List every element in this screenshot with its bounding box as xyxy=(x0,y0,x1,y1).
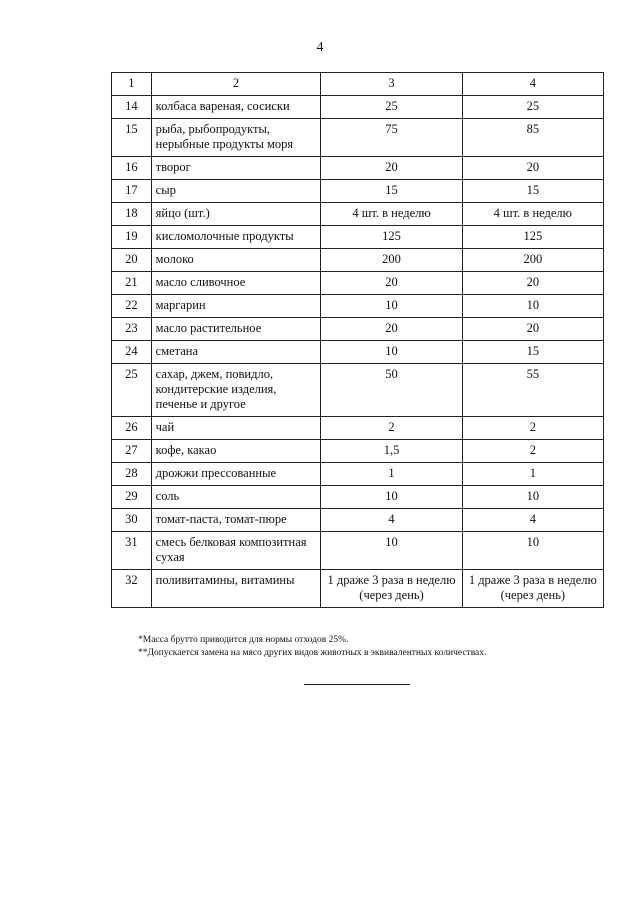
table-row xyxy=(112,272,604,295)
table-row xyxy=(112,341,604,364)
product-name: поливитамины, витамины xyxy=(151,570,321,608)
product-name: молоко xyxy=(151,249,321,272)
table-header-row xyxy=(112,73,604,96)
product-name: дрожжи прессованные xyxy=(151,463,321,486)
footnote-gross-weight: *Масса брутто приводится для нормы отходов 25%. xyxy=(138,635,349,645)
norm-value-col3: 1 драже 3 раза в неделю (через день) xyxy=(321,570,462,608)
product-name: масло растительное xyxy=(151,318,321,341)
norm-value-col4: 10 xyxy=(462,532,603,570)
header-cell-2: 2 xyxy=(151,73,321,96)
table-row xyxy=(112,570,604,608)
norm-value-col3: 50 xyxy=(321,364,462,417)
product-name: чай xyxy=(151,417,321,440)
header-cell-4: 4 xyxy=(462,73,603,96)
norm-value-col3: 2 xyxy=(321,417,462,440)
table-row xyxy=(112,295,604,318)
norm-value-col4: 20 xyxy=(462,157,603,180)
row-number: 32 xyxy=(112,570,152,608)
header-cell-1: 1 xyxy=(112,73,152,96)
row-number: 27 xyxy=(112,440,152,463)
table-row xyxy=(112,463,604,486)
norm-value-col3: 4 шт. в неделю xyxy=(321,203,462,226)
table-row xyxy=(112,364,604,417)
row-number: 19 xyxy=(112,226,152,249)
table-row xyxy=(112,417,604,440)
header-cell-3: 3 xyxy=(321,73,462,96)
product-name: рыба, рыбопродукты, нерыбные продукты моря xyxy=(151,119,321,157)
norm-value-col4: 20 xyxy=(462,272,603,295)
norm-value-col4: 4 шт. в неделю xyxy=(462,203,603,226)
norm-value-col4: 10 xyxy=(462,295,603,318)
table-row xyxy=(112,119,604,157)
norm-value-col4: 4 xyxy=(462,509,603,532)
norm-value-col3: 1,5 xyxy=(321,440,462,463)
table-row xyxy=(112,96,604,119)
row-number: 18 xyxy=(112,203,152,226)
footnotes xyxy=(138,634,486,660)
norm-value-col3: 20 xyxy=(321,318,462,341)
norm-value-col3: 200 xyxy=(321,249,462,272)
row-number: 24 xyxy=(112,341,152,364)
product-name: творог xyxy=(151,157,321,180)
table-row xyxy=(112,486,604,509)
footnote-meat-substitution: **Допускается замена на мясо других видов животных в эквивалентных количествах. xyxy=(138,648,487,658)
row-number: 14 xyxy=(112,96,152,119)
norm-value-col4: 85 xyxy=(462,119,603,157)
table-row xyxy=(112,180,604,203)
product-name: колбаса вареная, сосиски xyxy=(151,96,321,119)
row-number: 16 xyxy=(112,157,152,180)
norm-value-col4: 20 xyxy=(462,318,603,341)
norm-value-col3: 125 xyxy=(321,226,462,249)
row-number: 25 xyxy=(112,364,152,417)
food-norms-table xyxy=(111,72,604,608)
product-name: сметана xyxy=(151,341,321,364)
product-name: соль xyxy=(151,486,321,509)
row-number: 31 xyxy=(112,532,152,570)
row-number: 29 xyxy=(112,486,152,509)
row-number: 15 xyxy=(112,119,152,157)
row-number: 22 xyxy=(112,295,152,318)
row-number: 20 xyxy=(112,249,152,272)
table-row xyxy=(112,203,604,226)
norm-value-col3: 10 xyxy=(321,341,462,364)
closing-rule xyxy=(304,684,410,685)
norm-value-col3: 10 xyxy=(321,295,462,318)
table-row xyxy=(112,249,604,272)
norm-value-col4: 1 драже 3 раза в неделю (через день) xyxy=(462,570,603,608)
product-name: кофе, какао xyxy=(151,440,321,463)
norm-value-col4: 125 xyxy=(462,226,603,249)
product-name: масло сливочное xyxy=(151,272,321,295)
table-row xyxy=(112,226,604,249)
row-number: 28 xyxy=(112,463,152,486)
norm-value-col3: 75 xyxy=(321,119,462,157)
norm-value-col3: 20 xyxy=(321,157,462,180)
norm-value-col4: 200 xyxy=(462,249,603,272)
table-row xyxy=(112,509,604,532)
product-name: смесь белковая композитная сухая xyxy=(151,532,321,570)
row-number: 17 xyxy=(112,180,152,203)
row-number: 30 xyxy=(112,509,152,532)
norm-value-col3: 15 xyxy=(321,180,462,203)
row-number: 23 xyxy=(112,318,152,341)
product-name: кисломолочные продукты xyxy=(151,226,321,249)
row-number: 21 xyxy=(112,272,152,295)
norm-value-col4: 15 xyxy=(462,180,603,203)
norm-value-col4: 25 xyxy=(462,96,603,119)
product-name: томат-паста, томат-пюре xyxy=(151,509,321,532)
norm-value-col4: 1 xyxy=(462,463,603,486)
page-number: 4 xyxy=(316,40,324,55)
norm-value-col4: 2 xyxy=(462,440,603,463)
product-name: маргарин xyxy=(151,295,321,318)
table-row xyxy=(112,157,604,180)
norm-value-col4: 15 xyxy=(462,341,603,364)
norm-value-col3: 1 xyxy=(321,463,462,486)
norm-value-col3: 25 xyxy=(321,96,462,119)
product-name: сахар, джем, повидло, кондитерские изделия, печенье и другое xyxy=(151,364,321,417)
table-row xyxy=(112,318,604,341)
norm-value-col3: 20 xyxy=(321,272,462,295)
norm-value-col4: 55 xyxy=(462,364,603,417)
norm-value-col4: 2 xyxy=(462,417,603,440)
norm-value-col4: 10 xyxy=(462,486,603,509)
table-row xyxy=(112,440,604,463)
norm-value-col3: 4 xyxy=(321,509,462,532)
product-name: яйцо (шт.) xyxy=(151,203,321,226)
norm-value-col3: 10 xyxy=(321,532,462,570)
table-row xyxy=(112,532,604,570)
norm-value-col3: 10 xyxy=(321,486,462,509)
table-body xyxy=(112,73,604,608)
product-name: сыр xyxy=(151,180,321,203)
row-number: 26 xyxy=(112,417,152,440)
